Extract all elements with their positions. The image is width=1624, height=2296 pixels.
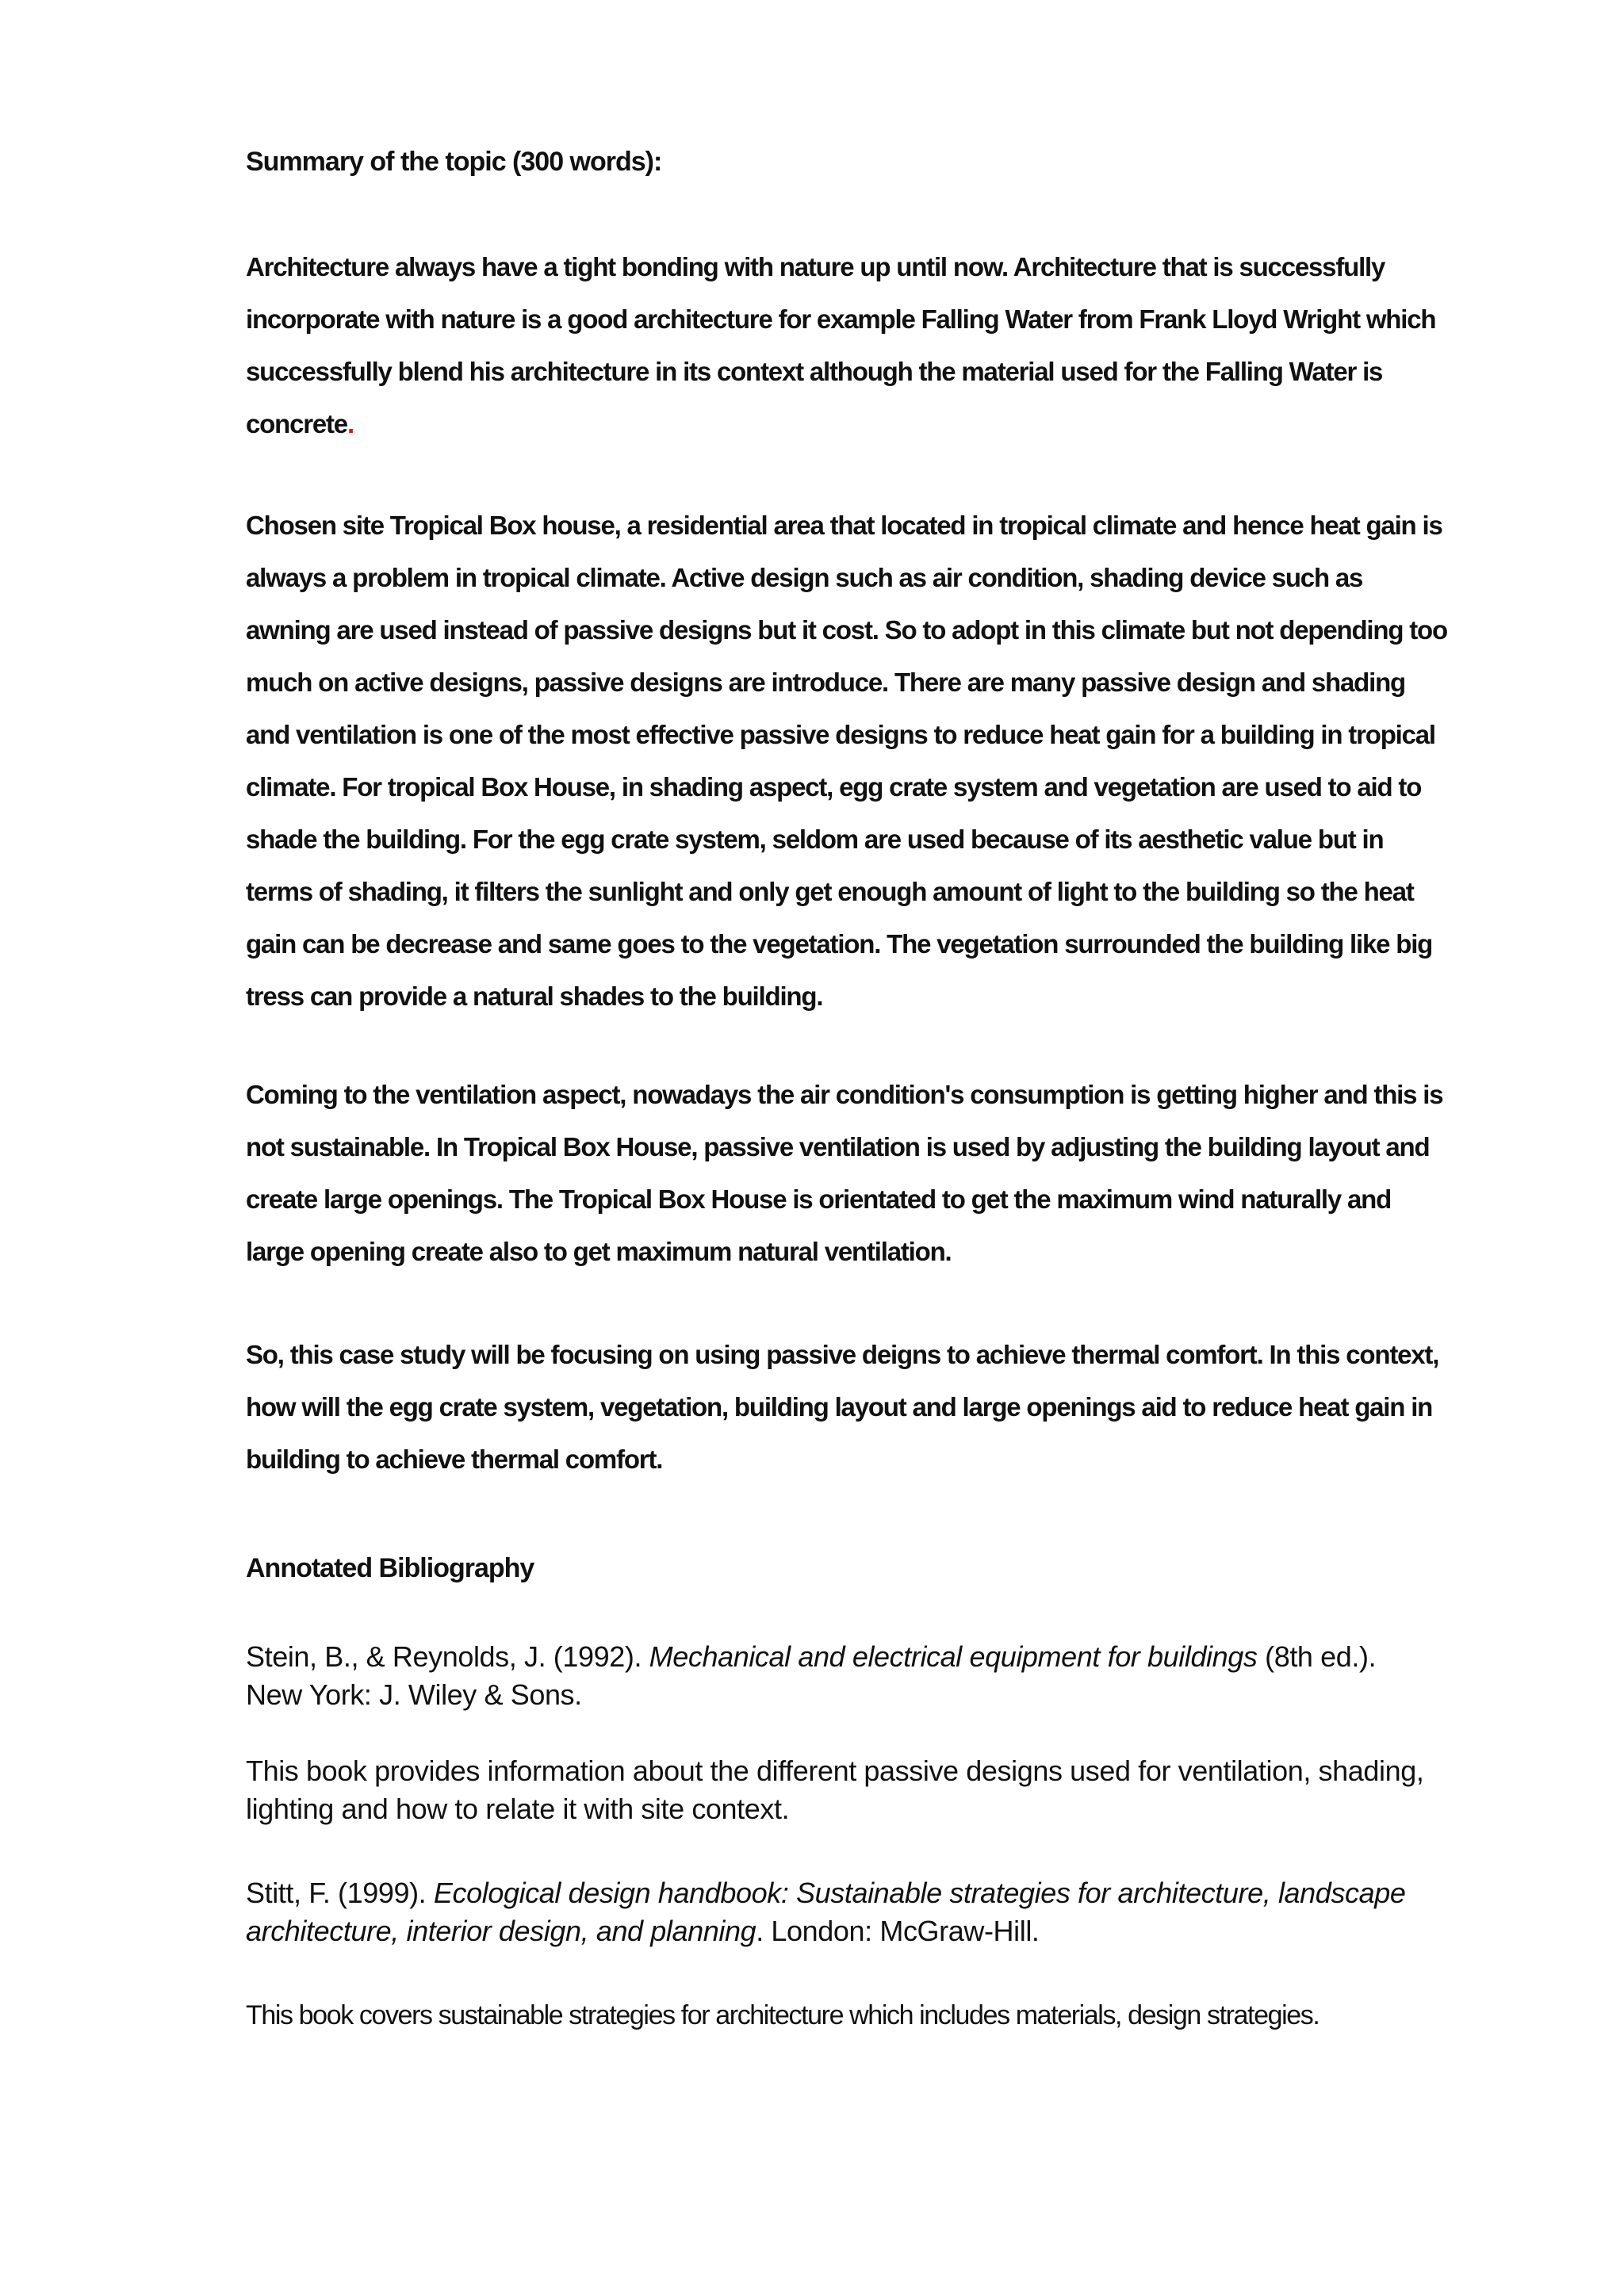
summary-paragraph-1: [246, 241, 1451, 450]
summary-paragraph-1-text: Architecture always have a tight bonding with nature up until now. Architecture that is successfully incorporate with nature is a good architecture for example Falling Water from Frank Lloyd Wright which successfully blend his architecture in its context although the material used for the Falling Water is concrete: [246, 252, 1436, 438]
summary-paragraph-3: Coming to the ventilation aspect, nowadays the air condition's consumption is getting higher and this is not sustainable. In Tropical Box House, passive ventilation is used by adjusting the building layout and create large openings. The Tropical Box House is orientated to get the maximum wind naturally and large opening create also to get maximum natural ventilation.: [246, 1080, 1443, 1266]
bibliography-annotation-2: This book covers sustainable strategies for architecture which includes materials, design strategies.: [246, 2000, 1320, 2030]
red-period-mark: .: [347, 409, 354, 438]
bibliography-heading: Annotated Bibliography: [246, 1553, 534, 1583]
bibliography-reference-2: [246, 1874, 1435, 1950]
reference-2-authors: Stitt, F. (1999).: [246, 1877, 434, 1909]
bibliography-annotation-1: This book provides information about the different passive designs used for ventilation, shading, lighting and how to relate it with site context.: [246, 1755, 1424, 1825]
reference-1-authors: Stein, B., & Reynolds, J. (1992).: [246, 1640, 649, 1673]
reference-2-publication: . London: McGraw-Hill.: [756, 1915, 1040, 1947]
summary-paragraph-4: So, this case study will be focusing on using passive deigns to achieve thermal comfort. In this context, how will the egg crate system, vegetation, building layout and large openings aid to reduce heat gain in building to achieve thermal comfort.: [246, 1340, 1439, 1474]
reference-2-title: Ecological design handbook: Sustainable strategies for architecture, landscape architecture, interior design, and planning: [246, 1877, 1406, 1947]
reference-1-title: Mechanical and electrical equipment for buildings: [649, 1640, 1258, 1673]
reference-1-publication: (8th ed.). New York: J. Wiley & Sons.: [246, 1640, 1377, 1711]
bibliography-reference-1: [246, 1638, 1435, 1714]
summary-heading: Summary of the topic (300 words):: [246, 147, 662, 177]
summary-paragraph-2: Chosen site Tropical Box house, a residential area that located in tropical climate and hence heat gain is always a problem in tropical climate. Active design such as air condition, shading device such as awning are used instead of passive designs but it cost. So to adopt in this climate but not depending too much on active designs, passive designs are introduce. There are many passive design and shading and ventilation is one of the most effective passive designs to reduce heat gain for a building in tropical climate. For tropical Box House, in shading aspect, egg crate system and vegetation are used to aid to shade the building. For the egg crate system, seldom are used because of its aesthetic value but in terms of shading, it filters the sunlight and only get enough amount of light to the building so the heat gain can be decrease and same goes to the vegetation. The vegetation surrounded the building like big tress can provide a natural shades to the building.: [246, 511, 1447, 1011]
